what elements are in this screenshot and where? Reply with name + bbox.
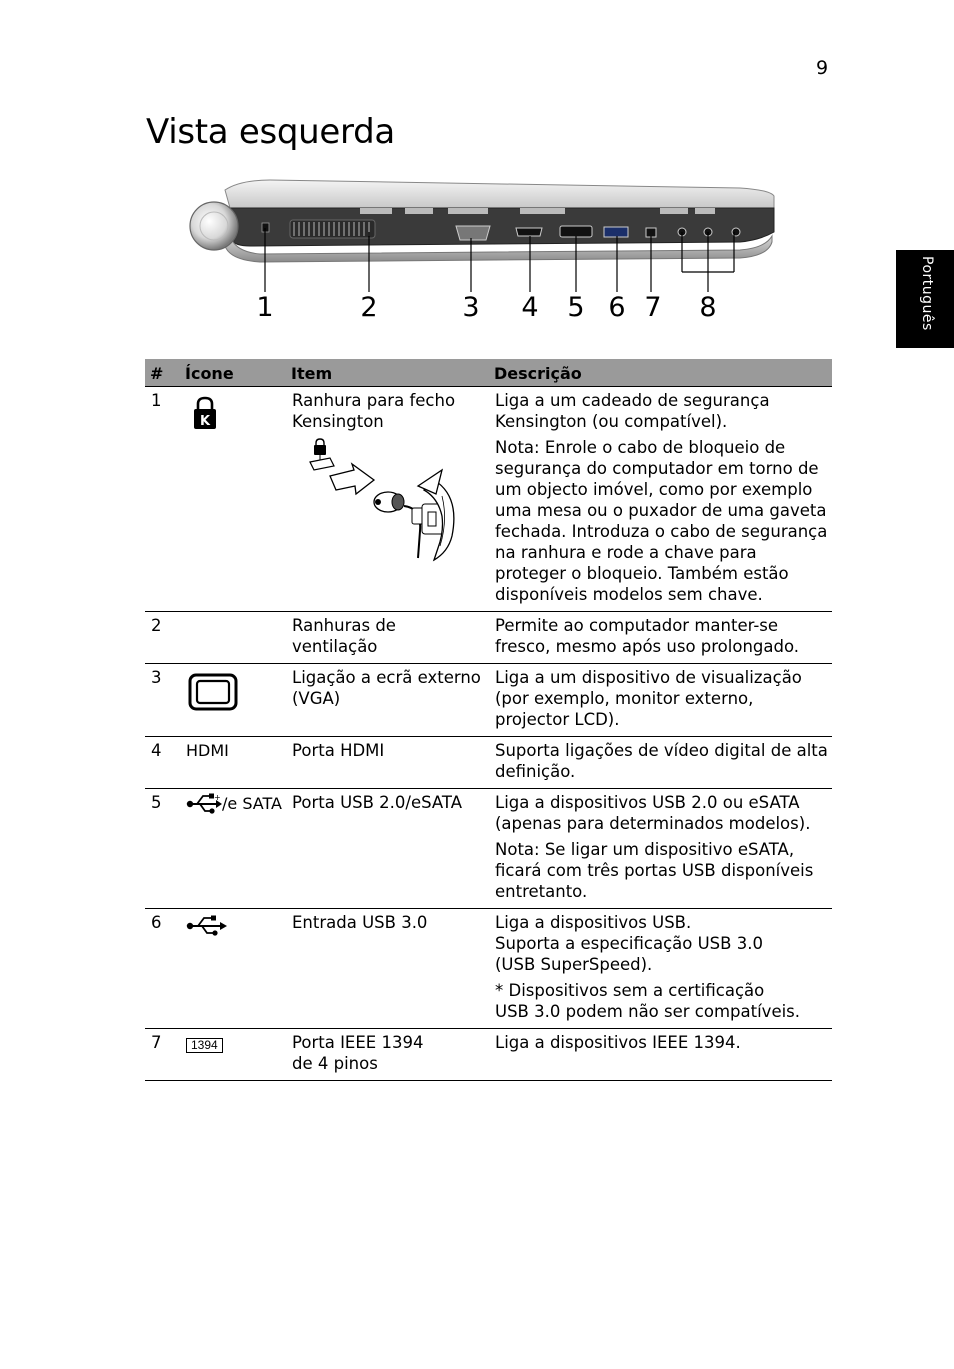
laptop-left-side-illustration [180,170,790,280]
row-icon [180,612,286,664]
table-row [145,737,832,789]
row-number: 3 [145,664,180,737]
footnote-line: USB 3.0 podem não ser compatíveis. [495,1002,801,1021]
description-text: Liga a dispositivos USB 2.0 ou eSATA (apenas para determinados modelos). [495,793,811,833]
table-header-row [145,359,832,387]
row-icon [180,664,286,737]
header-icon: Ícone [180,359,286,387]
svg-text:K: K [199,414,211,429]
row-item-text: Ranhura para fecho Kensington [292,391,456,431]
description-line: (USB SuperSpeed). [495,955,653,974]
note-text: Se ligar um dispositivo eSATA, ficará com três portas USB disponíveis entretanto. [495,840,814,901]
row-description [489,387,832,612]
callout-4: 4 [521,292,539,323]
description-note [495,437,828,605]
page-title: Vista esquerda [146,112,395,152]
vga-monitor-icon [188,673,238,711]
header-number: # [145,359,180,387]
row-number: 5 [145,789,180,909]
row-icon [180,909,286,1029]
row-description: Liga a dispositivos IEEE 1394. [489,1029,832,1081]
description-line: Liga a dispositivos USB. [495,913,692,932]
row-description [489,909,832,1029]
row-number: 6 [145,909,180,1029]
table-row [145,909,832,1029]
page-number: 9 [816,57,829,79]
row-description: Permite ao computador manter-se fresco, mesmo após uso prolongado. [489,612,832,664]
row-icon [180,387,286,612]
item-line: Porta IEEE 1394 [292,1033,424,1052]
hdmi-icon: HDMI [186,741,229,760]
row-item: Ranhuras de ventilação [286,612,489,664]
row-number: 4 [145,737,180,789]
row-item: Ligação a ecrã externo (VGA) [286,664,489,737]
callout-8: 8 [699,292,717,323]
row-item: Porta USB 2.0/eSATA [286,789,489,909]
row-icon [180,737,286,789]
svg-text:+: + [214,793,221,802]
language-tab [896,250,954,348]
table-row [145,664,832,737]
description-text: Liga a um cadeado de segurança Kensington (ou compatível). [495,391,770,431]
callout-1: 1 [256,292,274,323]
description-footnote [495,980,828,1022]
kensington-lock-icon [192,396,218,430]
header-description: Descrição [489,359,832,387]
callout-2: 2 [360,292,378,323]
language-tab-label: Português [919,256,935,331]
row-icon [180,1029,286,1081]
table-row [145,789,832,909]
usb-icon [186,914,228,936]
ieee1394-icon: 1394 [186,1038,223,1053]
row-item: Porta HDMI [286,737,489,789]
callout-6: 6 [608,292,626,323]
row-description: Suporta ligações de vídeo digital de alta definição. [489,737,832,789]
row-description [489,789,832,909]
ports-table [145,359,832,1081]
callout-3: 3 [462,292,480,323]
row-description: Liga a um dispositivo de visualização (por exemplo, monitor externo, projector LCD). [489,664,832,737]
row-icon [180,789,286,909]
header-item: Item [286,359,489,387]
footnote-line: * Dispositivos sem a certificação [495,981,765,1000]
note-label: Nota: [495,840,540,859]
callout-5: 5 [567,292,585,323]
description-text [495,912,828,975]
row-number: 1 [145,387,180,612]
usb-esata-icon [186,792,222,814]
callout-7: 7 [644,292,662,323]
table-row [145,387,832,612]
row-number: 7 [145,1029,180,1081]
row-item: Entrada USB 3.0 [286,909,489,1029]
note-text: Enrole o cabo de bloqueio de segurança do computador em torno de um objecto imóvel, como por exemplo uma mesa ou o puxador de uma gaveta fechada. Introduza o cabo de segurança na ranhura e rode a chave para proteger o bloqueio. Também estão disponíveis modelos sem chave. [495,438,828,604]
row-item [286,1029,489,1081]
table-row [145,1029,832,1081]
esata-label: /e SATA [222,794,282,813]
row-number: 2 [145,612,180,664]
description-note [495,839,828,902]
description-line: Suporta a especificação USB 3.0 [495,934,763,953]
row-item [286,387,489,612]
note-label: Nota: [495,438,540,457]
table-row [145,612,832,664]
item-line: de 4 pinos [292,1054,378,1073]
kensington-lock-illustration [292,436,462,564]
